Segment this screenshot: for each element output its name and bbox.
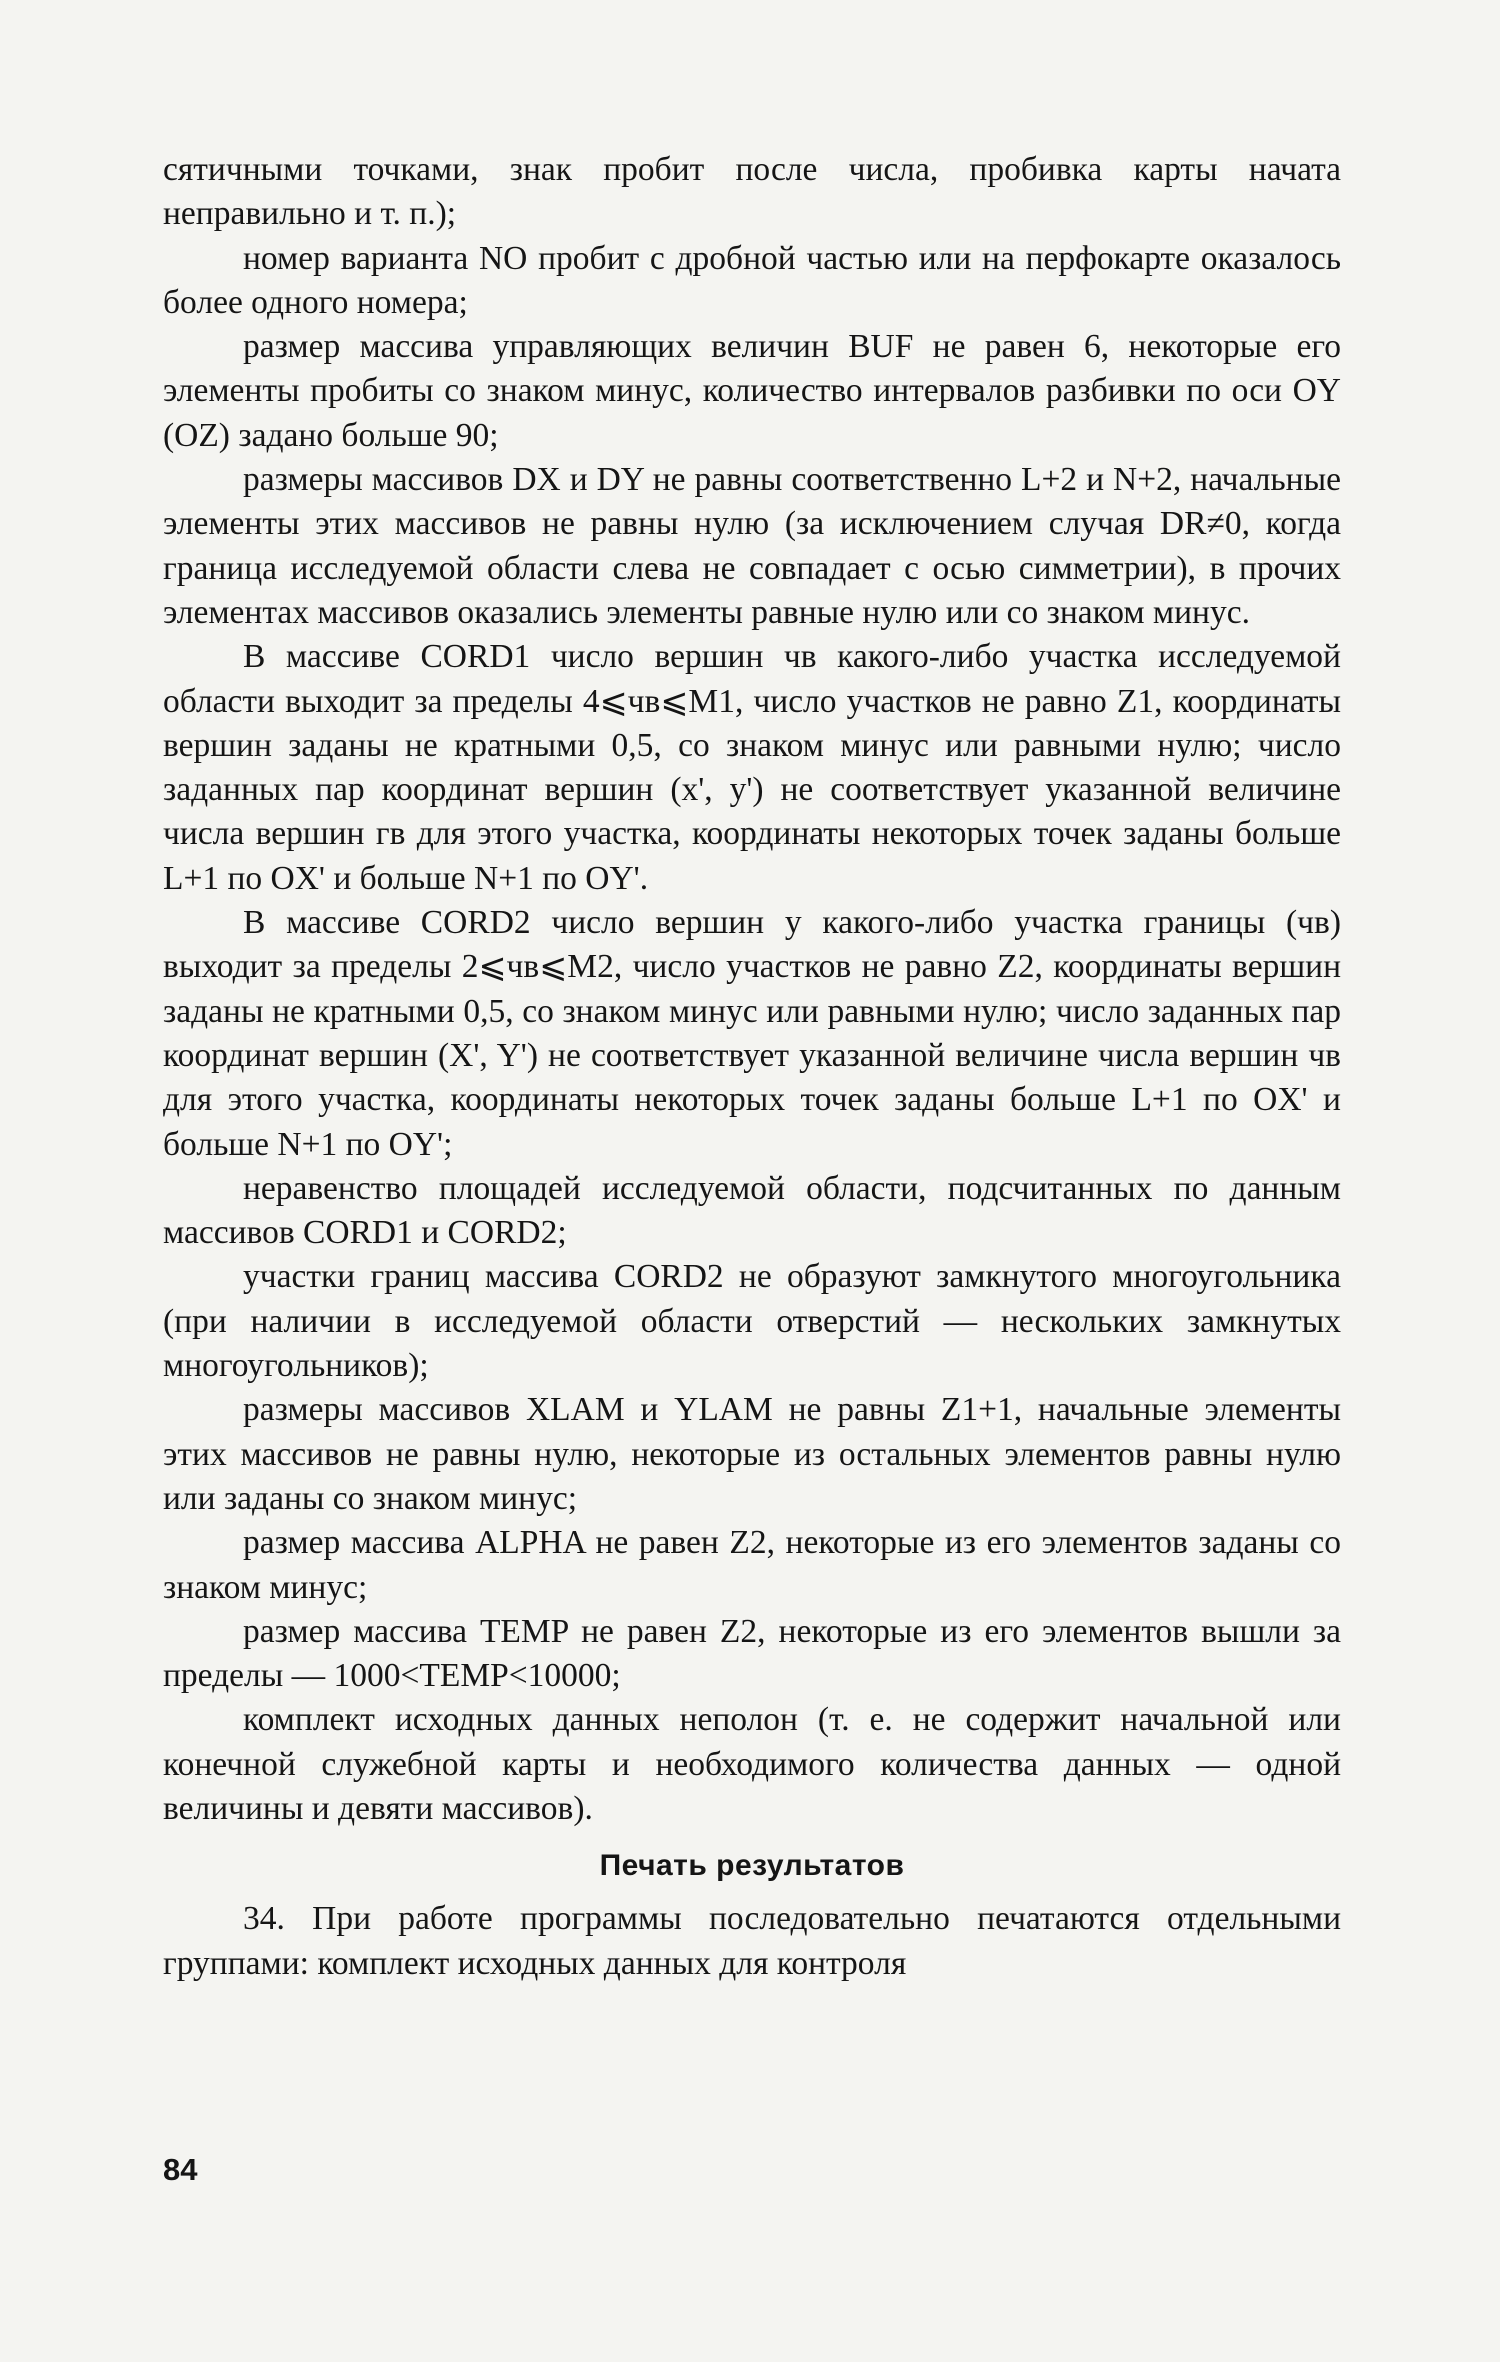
paragraph-variant-number: номер варианта NO пробит с дробной частью или на перфокарте оказалось более одного номера;	[163, 239, 1341, 321]
paragraph-incomplete-data: комплект исходных данных неполон (т. е. не содержит начальной или конечной служебной карты и необходимого количества данных — одной величины и девяти массивов).	[163, 1701, 1341, 1827]
paragraph-cord2-array: В массиве CORD2 число вершин у какого-либо участка границы (чв) выходит за пределы 2⩽чв⩽M2, число участков не равно Z2, координаты вершин заданы не кратными 0,5, со знаком минус или равными нулю; число заданных пар координат вершин (X', Y') не соответствует указанной величине числа вершин чв для этого участка, координаты некоторых точек заданы больше L+1 по OX' и больше N+1 по OY';	[163, 904, 1341, 1163]
section-heading: Печать результатов	[599, 1849, 905, 1883]
paragraph-temp-array: размер массива TEMP не равен Z2, некоторые из его элементов вышли за пределы — 1000<TEMP<10000;	[163, 1612, 1341, 1695]
paragraph-results-printing: 34. При работе программы последовательно печатаются отдельными группами: комплект исходных данных для контроля	[163, 1900, 1341, 1982]
page-body	[163, 148, 1341, 1986]
paragraph-xlam-ylam: размеры массивов XLAM и YLAM не равны Z1+1, начальные элементы этих массивов не равны нулю, некоторые из остальных элементов равны нулю или заданы со знаком минус;	[163, 1391, 1341, 1517]
paragraph-cord1-array: В массиве CORD1 число вершин чв какого-либо участка исследуемой области выходит за пределы 4⩽чв⩽M1, число участков не равно Z1, координаты вершин заданы не кратными 0,5, со знаком минус или равными нулю; число заданных пар координат вершин (x', y') не соответствует указанной величине числа вершин гв для этого участка, координаты некоторых точек заданы больше L+1 по OX' и больше N+1 по OY'.	[163, 638, 1341, 897]
page-number: 84	[163, 2152, 198, 2187]
paragraph-continuation: сятичными точками, знак пробит после числа, пробивка карты начата неправильно и т. п.);	[163, 151, 1341, 233]
paragraph-area-inequality: неравенство площадей исследуемой области, подсчитанных по данным массивов CORD1 и CORD2;	[163, 1169, 1341, 1252]
paragraph-polygon-closure: участки границ массива CORD2 не образуют замкнутого многоугольника (при наличии в исследуемой области отверстий — нескольких замкнутых многоугольников);	[163, 1258, 1341, 1385]
paragraph-buf-array: размер массива управляющих величин BUF не равен 6, некоторые его элементы пробиты со знаком минус, количество интервалов разбивки по оси OY (OZ) задано больше 90;	[163, 328, 1341, 454]
paragraph-alpha-array: размер массива ALPHA не равен Z2, некоторые из его элементов заданы со знаком минус;	[163, 1524, 1341, 1606]
paragraph-dx-dy-arrays: размеры массивов DX и DY не равны соответственно L+2 и N+2, начальные элементы этих массивов не равны нулю (за исключением случая DR≠0, когда граница исследуемой области слева не совпадает с осью симметрии), в прочих элементах массивов оказались элементы равные нулю или со знаком минус.	[163, 461, 1341, 631]
